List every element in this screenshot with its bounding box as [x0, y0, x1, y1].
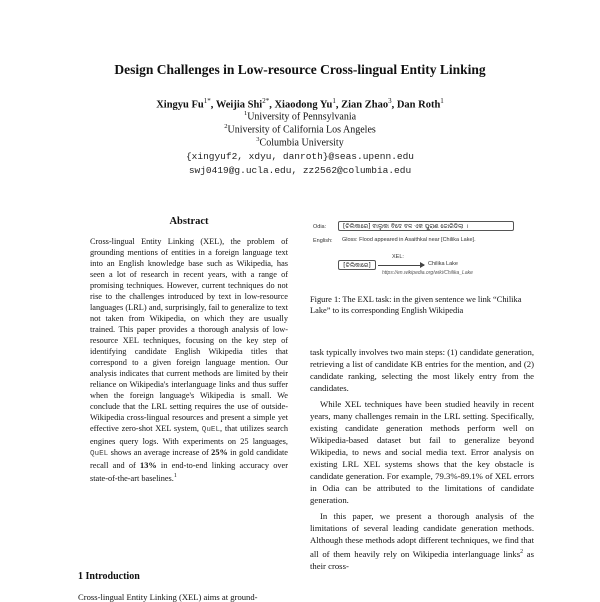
author-mark: 1 [440, 97, 444, 105]
abstract-heading: Abstract [169, 216, 209, 227]
figure-1 [310, 218, 525, 280]
affiliation [0, 136, 600, 148]
abstract-text: in end-to-end linking accuracy over state-of-the-art baselines. [90, 461, 288, 484]
system-name: QuEL [90, 450, 109, 459]
figure-mention-box: [ଚିଲିକାରେ] [338, 260, 376, 270]
abstract-highlight: 25% [211, 448, 228, 458]
author-name: Dan Roth [396, 99, 441, 111]
affiliation-name: Columbia University [259, 137, 344, 149]
system-name: QuEL [201, 426, 221, 435]
paragraph-text: as their cross- [310, 548, 534, 571]
abstract-text: , that utilizes search engines query logs. With experiments on 25 languages, [90, 424, 289, 447]
section-heading-introduction: 1 Introduction [78, 571, 140, 582]
footnote-mark: 1 [173, 473, 177, 480]
author-name: Zian Zhao [341, 99, 389, 111]
author-email: swj0419@g.ucla.edu, zz2562@columbia.edu [188, 165, 412, 176]
author-name: Xiaodong Yu [274, 99, 333, 111]
figure-odia-label: Odia: [313, 224, 327, 230]
author-mark: 3 [388, 97, 392, 105]
figure-gloss: Gloss: Flood appeared in Asaithkal near [Chilika Lake]. [342, 237, 476, 243]
affiliation-mark: 1 [243, 110, 248, 117]
figure-xel-label: XEL: [392, 254, 404, 260]
author-mark: 1* [203, 97, 211, 105]
affiliation-mark: 3 [256, 136, 260, 143]
paper-title: Design Challenges in Low-resource Cross-lingual Entity Linking [114, 62, 486, 77]
figure-english-label: English: [313, 238, 333, 244]
footnote-mark: 2 [520, 549, 524, 555]
figure-target-entity: Chilika Lake [428, 261, 458, 267]
abstract-text: shows an average increase of [108, 448, 212, 458]
figure-caption: Figure 1: The EXL task: in the given sentence we link “Chilika Lake” to its corresponding English Wikipedia [310, 295, 522, 315]
author-mark: 2* [262, 97, 270, 105]
paragraph: task typically involves two main steps: (1) candidate generation, retrieving a list of candidate KB entries for the mention, and (2) candidate ranking, selecting the most likely entry from the candidates. [310, 347, 534, 393]
abstract-body [90, 236, 288, 484]
abstract-highlight: 13% [140, 461, 157, 471]
figure-target-url: https://en.wikipedia.org/wiki/Chilika_Lake [382, 270, 473, 276]
abstract-text: in gold candidate recall and of [90, 448, 288, 471]
paragraph [310, 510, 534, 572]
author-name: Weijia Shi [215, 99, 263, 111]
affiliation [0, 123, 600, 135]
author-email: {xingyuf2, xdyu, danroth}@seas.upenn.edu [185, 151, 415, 162]
author-name: Xingyu Fu [156, 99, 204, 111]
affiliation-mark: 2 [224, 123, 228, 130]
author-mark: 1 [332, 97, 336, 105]
affiliation-name: University of California Los Angeles [227, 124, 376, 136]
paragraph-text: In this paper, we present a thorough analysis of the limitations of several leading candidate generation methods. Although these methods adopt different techniques, we find that all of them heavily rely on Wikipedia interlanguage links [310, 511, 534, 559]
affiliation [0, 110, 600, 122]
arrow-right-icon [378, 265, 424, 266]
introduction-text: Cross-lingual Entity Linking (XEL) aims at ground- [78, 592, 258, 602]
figure-odia-sentence: [ଚିଲିକାରେ] ବାଲୁକା ବିଦେ ବଳ ଏକ ପୁରାଣ ଜୋରିଡିଲା । [338, 221, 514, 231]
affiliation-name: University of Pennsylvania [247, 111, 357, 123]
author-list: Xingyu $Fu^{1*}$, Weijia Shi$^{2*}$, Xiaodong Yu$^1$, Zian Zhao$^3$, Dan Roth$^1$ [156, 97, 444, 111]
right-column-text [310, 346, 534, 576]
paragraph: While XEL techniques have been studied heavily in recent years, many challenges remain in the LRL setting. Specifically, existing candidate generation methods perform well on Wikipedia-based dataset but fail to generalize beyond Wikipedia, to news and social media text. Error analysis on existing LRL XEL systems shows that the key obstacle is candidate generation. For example, 79.3%-89.1% of XEL errors in Odia can be attributed to the limitations of candidate generation. [310, 399, 534, 505]
abstract-text: Cross-lingual Entity Linking (XEL), the problem of grounding mentions of entities in a foreign language text into an English knowledge base such as Wikipedia, has seen a lot of research in recent years, with a range of promising techniques. However, current techniques do not rise to the challenges introduced by text in low-resource languages (LRL) and, surprisingly, fail to generalize to text not taken from Wikipedia, on which they are usually trained. This paper provides a thorough analysis of low-resource XEL techniques, focusing on the key step of identifying candidate English Wikipedia titles that correspond to a given foreign language mention. Our analysis indicates that current methods are limited by their reliance on Wikipedia's interlanguage links and thus suffer when the foreign language's Wikipedia is small. We conclude that the LRL setting requires the use of outside-Wikipedia cross-lingual resources and present a simple yet effective zero-shot XEL system, [90, 237, 288, 434]
